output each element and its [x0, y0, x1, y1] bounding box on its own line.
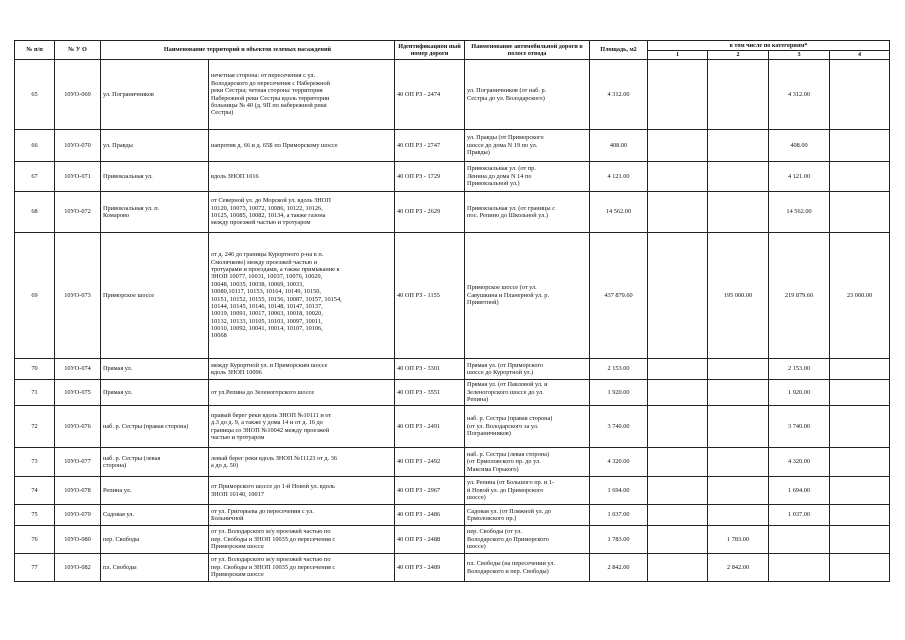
row-cat1: [648, 477, 708, 505]
row-cat3: 1 037.00: [769, 505, 830, 526]
row-num: 76: [15, 526, 55, 554]
row-road-id: 40 ОП РЗ - 2491: [395, 406, 465, 448]
row-uo: 10УО-073: [55, 233, 101, 359]
row-cat4: [830, 406, 890, 448]
row-cat2: [708, 359, 769, 380]
col-cat3-header: 3: [769, 51, 830, 60]
row-cat1: [648, 406, 708, 448]
row-cat3: 4 312.00: [769, 60, 830, 130]
row-cat4: [830, 505, 890, 526]
row-cat2: 2 842.00: [708, 554, 769, 582]
table-row: [15, 406, 890, 448]
table-row: [15, 554, 890, 582]
row-cat2: [708, 477, 769, 505]
table-row: [15, 477, 890, 505]
row-uo: 10УО-077: [55, 448, 101, 477]
row-road-name: ул. Репина (от Большого пр. и 1- й Новой ул. до Приморского шоссе): [465, 477, 590, 505]
row-description: от д. 246 до границы Курортного р-на в п. Смолячково) между проезжей частью и тротуарами и проездами, а также примыкание к ЗНОП 10077, 10031, 10037, 10076, 10029, 10048, 10035, 10038, 10069, 10033, 10080,10117, 10153, 10164, 10149, 10150, 10151, 10152, 10155, 10156, 10087, 10157, 10154, 10144, 10145, 10146, 10148, 10147, 10137, 10019, 10091, 10017, 10063, 10018, 10020, 10132, 10133, 10105, 10103, 10097, 10011, 10010, 10092, 10041, 10014, 10107, 10106, 10068: [209, 233, 395, 359]
row-cat3: [769, 526, 830, 554]
table-row: [15, 162, 890, 192]
row-cat3: 1 920.00: [769, 380, 830, 406]
row-cat4: [830, 526, 890, 554]
row-cat3: [769, 554, 830, 582]
row-road-name: пл. Свободы (на пересечении ул. Володарского и пер. Свободы): [465, 554, 590, 582]
row-uo: 10УО-079: [55, 505, 101, 526]
row-cat1: [648, 505, 708, 526]
table-row: [15, 233, 890, 359]
row-description: вдоль ЗНОП 1016: [209, 162, 395, 192]
col-cat2-header: 2: [708, 51, 769, 60]
table-row: [15, 505, 890, 526]
row-road-name: наб. р. Сестры (левая сторона) (от Ермоловского пр. до ул. Максима Горького): [465, 448, 590, 477]
row-cat1: [648, 130, 708, 162]
row-road-name: ул. Правды (от Приморского шоссе до дома N 19 по ул. Правды): [465, 130, 590, 162]
row-cat1: [648, 448, 708, 477]
row-cat1: [648, 192, 708, 233]
row-cat1: [648, 554, 708, 582]
row-description: от ул. Володарского м/у проезжей частью по пер. Свободы и ЗНОП 10035 до пересечения с Приморским шоссе: [209, 554, 395, 582]
row-cat1: [648, 162, 708, 192]
row-cat3: 3 740.00: [769, 406, 830, 448]
row-cat4: [830, 162, 890, 192]
col-categories-header: в том числе по категориям*: [648, 41, 890, 51]
row-cat1: [648, 526, 708, 554]
row-num: 68: [15, 192, 55, 233]
row-cat2: [708, 130, 769, 162]
row-uo: 10УО-070: [55, 130, 101, 162]
row-cat3: 1 694.00: [769, 477, 830, 505]
row-cat1: [648, 359, 708, 380]
row-uo: 10УО-075: [55, 380, 101, 406]
row-cat2: [708, 448, 769, 477]
row-name: Прямая ул.: [101, 380, 209, 406]
row-road-id: 40 ОП РЗ - 2629: [395, 192, 465, 233]
row-cat2: [708, 505, 769, 526]
row-road-name: Прямая ул. (от Павловой ул. и Зеленогорского шоссе до ул. Репина): [465, 380, 590, 406]
row-road-name: Привокзальная ул. (от границы с пос. Репино до Школьной ул.): [465, 192, 590, 233]
table-row: [15, 192, 890, 233]
row-area: 2 153.00: [590, 359, 648, 380]
row-area: 1 694.00: [590, 477, 648, 505]
row-cat4: [830, 359, 890, 380]
row-num: 75: [15, 505, 55, 526]
col-road-header: Наименование автомобильной дороги в полосе отвода: [465, 41, 590, 60]
row-num: 67: [15, 162, 55, 192]
col-name-header: Наименование территорий и объектов зеленых насаждений: [101, 41, 395, 60]
row-cat2: 195 000.00: [708, 233, 769, 359]
row-cat3: 2 153.00: [769, 359, 830, 380]
table-row: [15, 130, 890, 162]
row-cat3: 4 121.00: [769, 162, 830, 192]
row-road-id: 40 ОП РЗ - 2967: [395, 477, 465, 505]
col-uo-header: № У О: [55, 41, 101, 60]
row-cat3: 4 320.00: [769, 448, 830, 477]
row-cat4: [830, 477, 890, 505]
register-table: [14, 40, 890, 582]
row-area: 2 842.00: [590, 554, 648, 582]
row-road-name: Привокзальная ул. (от пр. Ленина до дома N 14 по Привокзальной ул.): [465, 162, 590, 192]
row-num: 72: [15, 406, 55, 448]
row-name: пл. Свободы: [101, 554, 209, 582]
col-area-header: Площадь, м2: [590, 41, 648, 60]
row-cat4: [830, 448, 890, 477]
row-description: нечетная сторона: от пересечения с ул. Володарского до пересечения с Набережной реки Сестры; четная сторона: территория Набережной реки Сестры вдоль территории больницы № 40 (д. 9П по набережной реки Сестры): [209, 60, 395, 130]
row-name: Садовая ул.: [101, 505, 209, 526]
row-num: 65: [15, 60, 55, 130]
row-area: 437 879.60: [590, 233, 648, 359]
row-road-id: 40 ОП РЗ - 1155: [395, 233, 465, 359]
row-area: 4 121.00: [590, 162, 648, 192]
row-cat3: 219 879.60: [769, 233, 830, 359]
row-name: Привокзальная ул.: [101, 162, 209, 192]
row-cat2: [708, 162, 769, 192]
row-cat2: [708, 380, 769, 406]
row-cat4: [830, 130, 890, 162]
table-row: [15, 359, 890, 380]
row-name: наб. р. Сестры (правая сторона): [101, 406, 209, 448]
row-cat4: [830, 60, 890, 130]
row-area: 3 740.00: [590, 406, 648, 448]
col-num-header: № п/п: [15, 41, 55, 60]
row-description: от Приморского шоссе до 1-й Новой ул. вдоль ЗНОП 10140, 10017: [209, 477, 395, 505]
row-description: от ул. Григорьева до пересечения с ул. Больничной: [209, 505, 395, 526]
row-cat1: [648, 233, 708, 359]
row-cat2: [708, 192, 769, 233]
row-cat4: [830, 192, 890, 233]
row-road-id: 40 ОП РЗ - 1729: [395, 162, 465, 192]
row-road-id: 40 ОП РЗ - 2747: [395, 130, 465, 162]
row-road-name: Садовая ул. (от Пляжной ул. до Ермоловского пр.): [465, 505, 590, 526]
col-cat1-header: 1: [648, 51, 708, 60]
row-cat1: [648, 60, 708, 130]
row-road-id: 40 ОП РЗ - 3551: [395, 380, 465, 406]
row-road-id: 40 ОП РЗ - 2486: [395, 505, 465, 526]
row-uo: 10УО-069: [55, 60, 101, 130]
row-road-id: 40 ОП РЗ - 2474: [395, 60, 465, 130]
row-num: 70: [15, 359, 55, 380]
row-num: 73: [15, 448, 55, 477]
col-id-header: Идентификацион ный номер дороги: [395, 41, 465, 60]
table-row: [15, 60, 890, 130]
row-uo: 10УО-080: [55, 526, 101, 554]
header-row: [15, 41, 890, 51]
row-cat3: 14 562.00: [769, 192, 830, 233]
row-cat4: [830, 554, 890, 582]
row-cat2: 1 783.00: [708, 526, 769, 554]
row-area: 1 037.00: [590, 505, 648, 526]
row-description: левый берег реки вдоль ЗНОП №11123 от д. 36 а до д. 50): [209, 448, 395, 477]
row-area: 408.00: [590, 130, 648, 162]
row-cat3: 408.00: [769, 130, 830, 162]
row-area: 4 312.00: [590, 60, 648, 130]
row-name: Прямая ул.: [101, 359, 209, 380]
row-uo: 10УО-078: [55, 477, 101, 505]
row-uo: 10УО-082: [55, 554, 101, 582]
table-row: [15, 448, 890, 477]
col-cat4-header: 4: [830, 51, 890, 60]
row-name: наб. р. Сестры (левая сторона): [101, 448, 209, 477]
row-cat4: 23 000.00: [830, 233, 890, 359]
row-road-name: пер. Свободы (от ул. Володарского до Приморского шоссе): [465, 526, 590, 554]
row-description: от Северной ул. до Морской ул. вдоль ЗНОП 10120, 10073, 10072, 10086, 10122, 10126, 10125, 10085, 10082, 10134, а также газона между проезжей частью и тротуаром: [209, 192, 395, 233]
row-description: от ул.Репина до Зеленогорского шоссе: [209, 380, 395, 406]
row-name: ул. Правды: [101, 130, 209, 162]
row-name: Репина ул.: [101, 477, 209, 505]
row-description: правый берег реки вдоль ЗНОП №10111 и от д.3 до д. 9, а также у дома 14 и от д. 16 до границы со ЗНОП №10042 между проезжей частью и тротуаром: [209, 406, 395, 448]
row-cat4: [830, 380, 890, 406]
row-num: 69: [15, 233, 55, 359]
row-road-name: наб. р. Сестры (правая сторона) (от ул. Володарского за ул. Пограничников): [465, 406, 590, 448]
row-cat2: [708, 60, 769, 130]
row-area: 14 562.00: [590, 192, 648, 233]
row-road-id: 40 ОП РЗ - 3301: [395, 359, 465, 380]
row-description: от ул. Володарского м/у проезжей частью по пер. Свободы и ЗНОП 10035 до пересечения с Приморским шоссе: [209, 526, 395, 554]
row-area: 1 920.00: [590, 380, 648, 406]
row-road-name: ул. Пограничников (от наб. р. Сестры до ул. Володарского): [465, 60, 590, 130]
row-num: 77: [15, 554, 55, 582]
row-num: 66: [15, 130, 55, 162]
row-road-id: 40 ОП РЗ - 2489: [395, 554, 465, 582]
row-road-name: Приморское шоссе (от ул. Савушкина и Планерной ул. р. Приветной): [465, 233, 590, 359]
row-road-name: Прямая ул. (от Приморского шоссе до Курортной ул.): [465, 359, 590, 380]
row-description: напротив д. 66 и д. 65Б по Приморскому шоссе: [209, 130, 395, 162]
table-row: [15, 380, 890, 406]
row-num: 74: [15, 477, 55, 505]
row-uo: 10УО-072: [55, 192, 101, 233]
table-row: [15, 526, 890, 554]
row-num: 71: [15, 380, 55, 406]
row-uo: 10УО-074: [55, 359, 101, 380]
row-uo: 10УО-071: [55, 162, 101, 192]
row-cat2: [708, 406, 769, 448]
row-name: Приморское шоссе: [101, 233, 209, 359]
row-uo: 10УО-076: [55, 406, 101, 448]
row-area: 1 783.00: [590, 526, 648, 554]
row-name: Привокзальная ул. п. Комарово: [101, 192, 209, 233]
row-road-id: 40 ОП РЗ - 2492: [395, 448, 465, 477]
row-road-id: 40 ОП РЗ - 2488: [395, 526, 465, 554]
row-name: ул. Пограничников: [101, 60, 209, 130]
row-description: между Курортной ул. и Приморским шоссе вдоль ЗНОП 10096: [209, 359, 395, 380]
row-area: 4 320.00: [590, 448, 648, 477]
row-name: пер. Свободы: [101, 526, 209, 554]
row-cat1: [648, 380, 708, 406]
